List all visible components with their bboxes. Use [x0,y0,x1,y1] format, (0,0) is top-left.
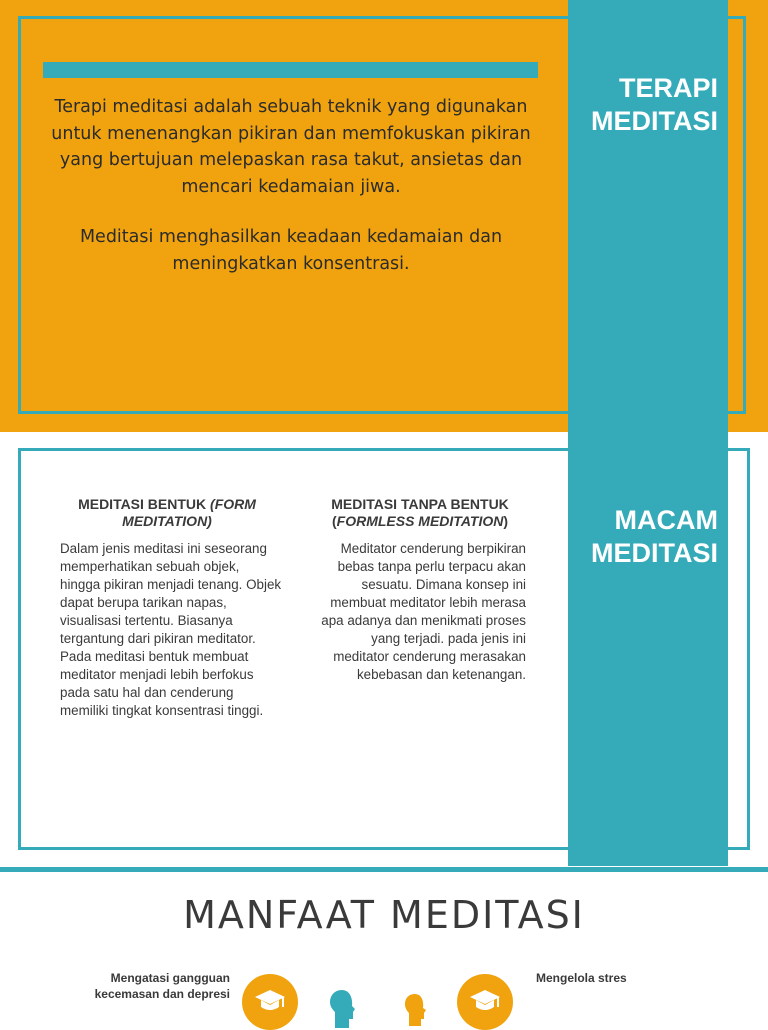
intro-accent-bar [43,62,538,78]
formless-meditation-text: Meditator cenderung berpikiran bebas tanpa perlu terpacu akan sesuatu. Dimana konsep ini membuat meditator lebih merasa apa adanya dan menikmati proses yang terjadi. pada jenis ini meditator cenderung merasakan kebebasan dan ketenangan. [321,541,526,682]
intro-paragraph-1: Terapi meditasi adalah sebuah teknik yang digunakan untuk menenangkan pikiran dan memfokuskan pikiran yang bertujuan melepaskan rasa takut, ansietas dan mencari kedamaian jiwa. [51,97,531,197]
person-head-icon [402,992,428,1026]
benefits-title: MANFAAT MEDITASI [183,893,585,937]
section-divider [0,867,768,872]
section-title-terapi: TERAPI MEDITASI [591,73,718,136]
benefit-stress: Mengelola stres [536,971,627,985]
formless-meditation-heading: MEDITASI TANPA BENTUK (FORMLESS MEDITATION) [331,496,509,529]
form-meditation-text: Dalam jenis meditasi ini seseorang memperhatikan sebuah objek, hingga pikiran menjadi tenang. Objek dapat berupa tarikan napas, visualisasi tertentu. Biasanya tergantung dari pikiran meditator. Pada meditasi bentuk membuat meditator menjadi lebih berfokus pada satu hal dan cenderung memiliki tingkat konsentrasi tinggi. [60,541,282,718]
intro-text [48,94,534,277]
graduation-cap-icon [457,974,513,1030]
intro-paragraph-2: Meditasi menghasilkan keadaan kedamaian dan meningkatkan konsentrasi. [79,227,503,274]
form-meditation-heading: MEDITASI BENTUK (FORM MEDITATION) [78,496,256,529]
graduation-cap-icon [242,974,298,1030]
section-title-macam: MACAM MEDITASI [591,505,718,568]
benefit-anxiety-depression: Mengatasi gangguan kecemasan dan depresi [94,971,230,1001]
person-head-icon [327,988,357,1028]
